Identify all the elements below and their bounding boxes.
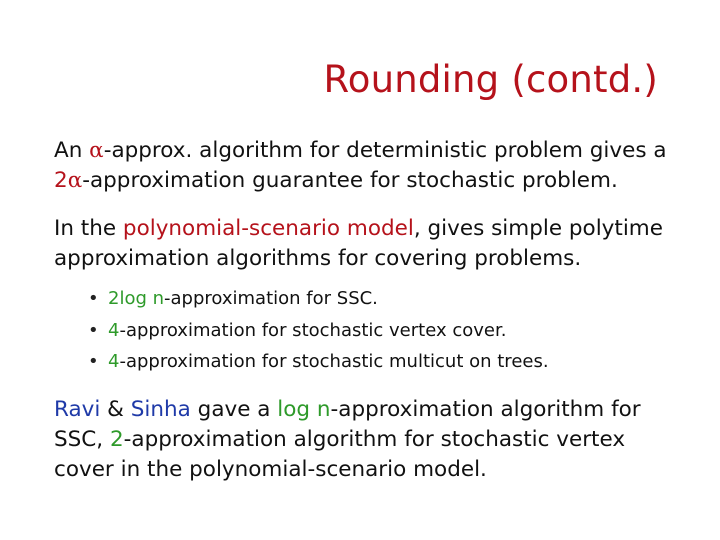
bullet-text: -approximation for stochastic vertex cover.: [119, 319, 507, 341]
paragraph-line: [54, 395, 674, 425]
highlight-two: 2: [54, 168, 68, 193]
bullet-highlight: 4: [108, 319, 120, 341]
text-span: In the: [54, 216, 123, 241]
list-item: [88, 346, 549, 378]
result-bullet-list: [88, 283, 549, 378]
text-span: , gives simple polytime: [413, 216, 663, 241]
alpha-symbol: α: [89, 138, 104, 163]
list-item: [88, 315, 549, 347]
author-name: Sinha: [130, 397, 191, 422]
log-n-highlight: log n: [277, 397, 331, 422]
author-name: Ravi: [54, 397, 101, 422]
bullet-dot-icon: •: [88, 319, 99, 341]
text-span: -approximation algorithm for: [330, 397, 641, 422]
list-item: [88, 283, 549, 315]
text-span: -approx. algorithm for deterministic problem gives a: [103, 138, 667, 163]
text-span: SSC,: [54, 427, 110, 452]
text-span: -approximation algorithm for stochastic vertex: [123, 427, 626, 452]
paragraph-line: [54, 214, 674, 244]
two-highlight: 2: [109, 427, 124, 452]
text-span: &: [100, 397, 131, 422]
paragraph-line: [54, 166, 674, 196]
text-span: gave a: [190, 397, 278, 422]
paragraph-line: [54, 425, 674, 455]
paragraph-line: approximation algorithms for covering problems.: [54, 246, 582, 271]
bullet-text: -approximation for stochastic multicut on trees.: [119, 351, 549, 372]
paragraph-line: cover in the polynomial-scenario model.: [54, 457, 487, 482]
paragraph-alpha-approx: [54, 136, 674, 196]
paragraph-ravi-sinha: [54, 395, 674, 485]
model-highlight: polynomial-scenario model: [122, 216, 414, 241]
slide-title: Rounding (contd.): [323, 58, 658, 101]
text-span: An: [54, 138, 90, 163]
bullet-highlight: 2log n: [108, 288, 165, 309]
bullet-highlight: 4: [108, 351, 120, 372]
alpha-symbol: α: [67, 168, 83, 193]
bullet-text: -approximation for SSC.: [164, 288, 378, 309]
paragraph-line: [54, 136, 674, 166]
paragraph-polynomial-scenario: [54, 214, 674, 274]
text-span: -approximation guarantee for stochastic problem.: [82, 168, 618, 193]
bullet-dot-icon: •: [88, 288, 99, 309]
bullet-dot-icon: •: [88, 351, 99, 372]
